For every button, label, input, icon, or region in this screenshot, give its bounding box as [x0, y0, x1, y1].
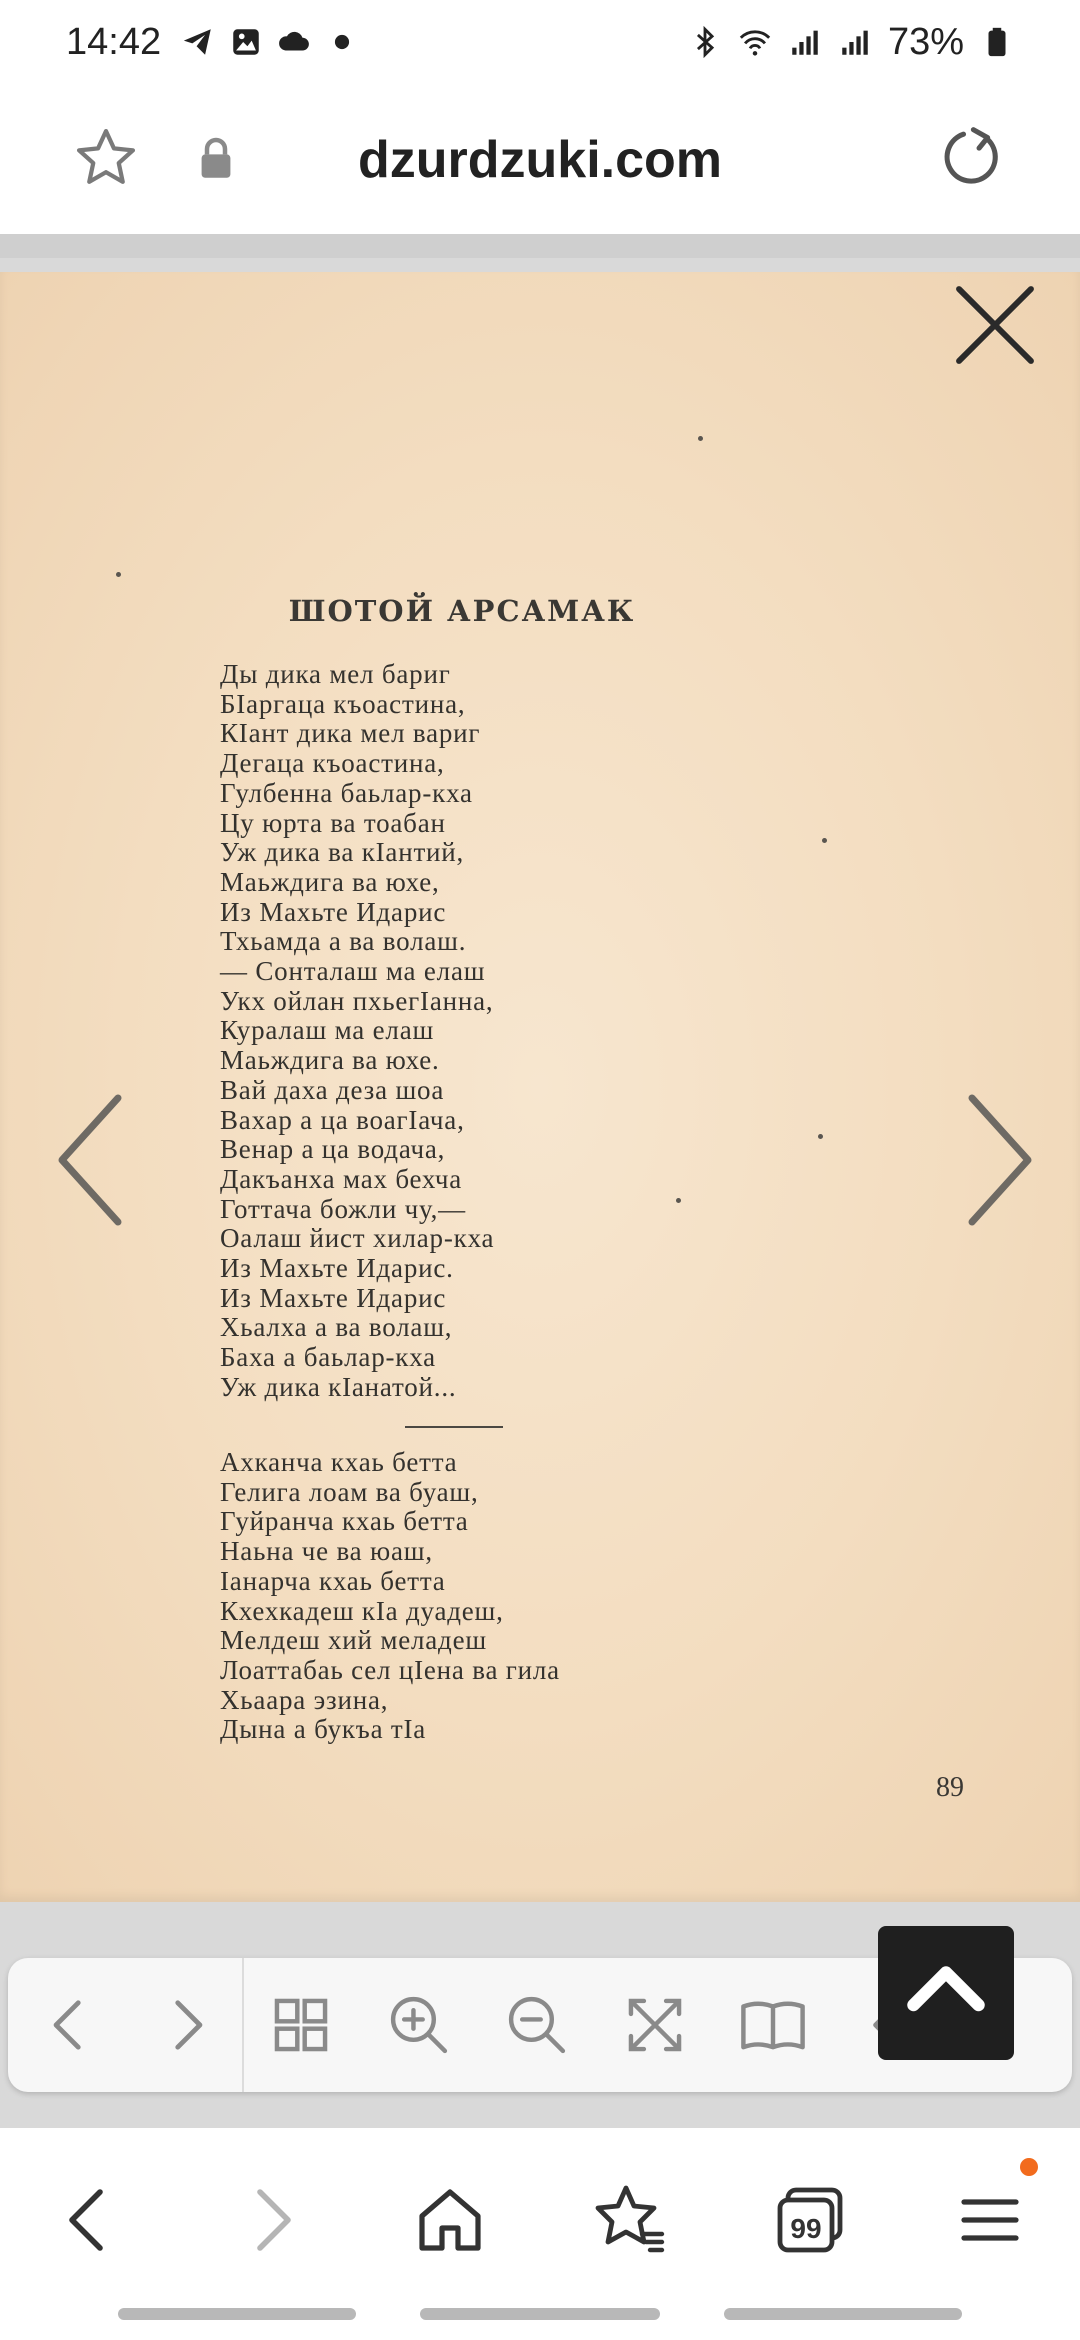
poem-line: БІаргаца къоастина,	[220, 688, 466, 719]
poem-line: Маьждига ва юхе,	[220, 866, 440, 897]
svg-text:99: 99	[790, 2213, 822, 2244]
menu-notification-dot	[1020, 2158, 1038, 2176]
stanza-divider	[405, 1426, 503, 1428]
poem-line: Вахар а ца воагІача,	[220, 1104, 465, 1135]
back-icon[interactable]	[48, 2180, 128, 2260]
status-time: 14:42	[66, 20, 162, 63]
gesture-bar-center	[420, 2308, 660, 2320]
dot-icon	[325, 25, 359, 59]
poem-line: Вай даха деза шоа	[220, 1074, 445, 1105]
poem-stanza-1	[220, 660, 494, 1403]
poem-line: Из Махьте Идарис	[220, 896, 447, 927]
scanned-book-page	[0, 272, 1080, 1902]
image-viewer	[0, 258, 1080, 2128]
poem-line: Маьждига ва юхе.	[220, 1045, 440, 1076]
poem-line: Дакъанха мах бехча	[220, 1163, 463, 1194]
poem-line: Ды дика мел бариг	[220, 659, 451, 689]
poem-line: Гулбенна баьлар-кха	[220, 777, 473, 808]
chevron-left-icon[interactable]	[50, 1090, 130, 1230]
poem-line: Дегаца къоастина,	[220, 748, 445, 779]
zoom-out-icon[interactable]	[500, 1988, 574, 2062]
poem-title: ШОТОЙ АРСАМАК	[288, 594, 636, 628]
chevron-up-icon	[896, 1940, 996, 2040]
url-text[interactable]: dzurdzuki.com	[357, 131, 723, 189]
grid-view-icon[interactable]	[264, 1988, 338, 2062]
poem-line: Оалаш йист хилар-кха	[220, 1223, 495, 1254]
toolbar-back-icon[interactable]	[32, 1988, 106, 2062]
fullscreen-icon[interactable]	[618, 1988, 692, 2062]
poem-line: Хьалха а ва волаш,	[220, 1312, 453, 1343]
poem-line: Готтача божли чу,—	[220, 1193, 466, 1224]
poem-line: Куралаш ма елаш	[220, 1015, 435, 1046]
gallery-icon	[229, 25, 263, 59]
poem-line: Укх ойлан пхьегІанна,	[220, 985, 494, 1016]
close-icon[interactable]	[950, 280, 1040, 370]
poem-line: Ахканча кхаь бетта	[220, 1447, 458, 1477]
page-number: 89	[936, 1772, 964, 1803]
signal-sim1-icon	[788, 25, 822, 59]
forward-icon[interactable]	[232, 2180, 312, 2260]
toolbar-forward-icon[interactable]	[150, 1988, 224, 2062]
gesture-bar-right	[724, 2308, 962, 2320]
battery-icon	[980, 25, 1014, 59]
poem-line: Из Махьте Идарис	[220, 1282, 447, 1313]
home-icon[interactable]	[410, 2180, 490, 2260]
paper-speck	[818, 1134, 823, 1139]
toolbar-separator	[242, 1958, 244, 2092]
poem-line: Уж дика кІанатой...	[220, 1371, 457, 1402]
poem-line: КІант дика мел вариг	[220, 718, 481, 749]
chevron-right-icon[interactable]	[960, 1090, 1040, 1230]
book-view-icon[interactable]	[736, 1988, 810, 2062]
poem-line: Наьна че ва юаш,	[220, 1536, 433, 1567]
status-system-icons	[688, 21, 1014, 64]
tabs-icon[interactable]	[770, 2180, 850, 2260]
bookmarks-icon[interactable]	[590, 2180, 670, 2260]
poem-line: Мелдеш хий меладеш	[220, 1625, 487, 1656]
status-bar	[0, 0, 1080, 84]
poem-line: Венар а ца водача,	[220, 1134, 446, 1165]
poem-line: Хьаара эзина,	[220, 1684, 389, 1715]
telegram-icon	[181, 25, 215, 59]
wifi-icon	[738, 25, 772, 59]
poem-line: Тхьамда а ва волаш.	[220, 926, 467, 957]
poem-line: Гуйранча кхаь бетта	[220, 1506, 469, 1537]
battery-percent: 73%	[887, 20, 964, 63]
scroll-to-top-button[interactable]	[878, 1926, 1014, 2060]
poem-line: Уж дика ва кІантий,	[220, 837, 465, 868]
poem-line: Лоаттабаь сел цІена ва гила	[220, 1654, 560, 1685]
zoom-in-icon[interactable]	[382, 1988, 456, 2062]
gesture-bar-left	[118, 2308, 356, 2320]
paper-speck	[822, 838, 827, 843]
poem-stanza-2	[220, 1448, 560, 1745]
poem-line: Из Махьте Идарис.	[220, 1253, 454, 1284]
paper-speck	[676, 1198, 681, 1203]
cloud-icon	[277, 25, 311, 59]
browser-bottom-nav	[0, 2128, 1080, 2340]
address-bar-divider	[0, 234, 1080, 258]
menu-icon[interactable]	[950, 2180, 1030, 2260]
poem-line: — Сонталаш ма елаш	[220, 956, 486, 987]
poem-line: Іанарча кхаь бетта	[220, 1565, 446, 1596]
paper-speck	[116, 572, 121, 577]
poem-line: Цу юрта ва тоабан	[220, 807, 446, 838]
poem-line: Дына а букъа тІа	[220, 1714, 427, 1745]
poem-line: Гелига лоам ва буаш,	[220, 1476, 479, 1507]
signal-sim2-icon	[838, 25, 872, 59]
poem-line: Баха а баьлар-кха	[220, 1342, 436, 1373]
bluetooth-icon	[688, 25, 722, 59]
poem-line: Кхехкадеш кІа дуадеш,	[220, 1595, 504, 1626]
paper-speck	[698, 436, 703, 441]
reload-icon[interactable]	[938, 124, 1006, 192]
status-notification-icons	[181, 25, 359, 59]
address-bar	[0, 84, 1080, 234]
